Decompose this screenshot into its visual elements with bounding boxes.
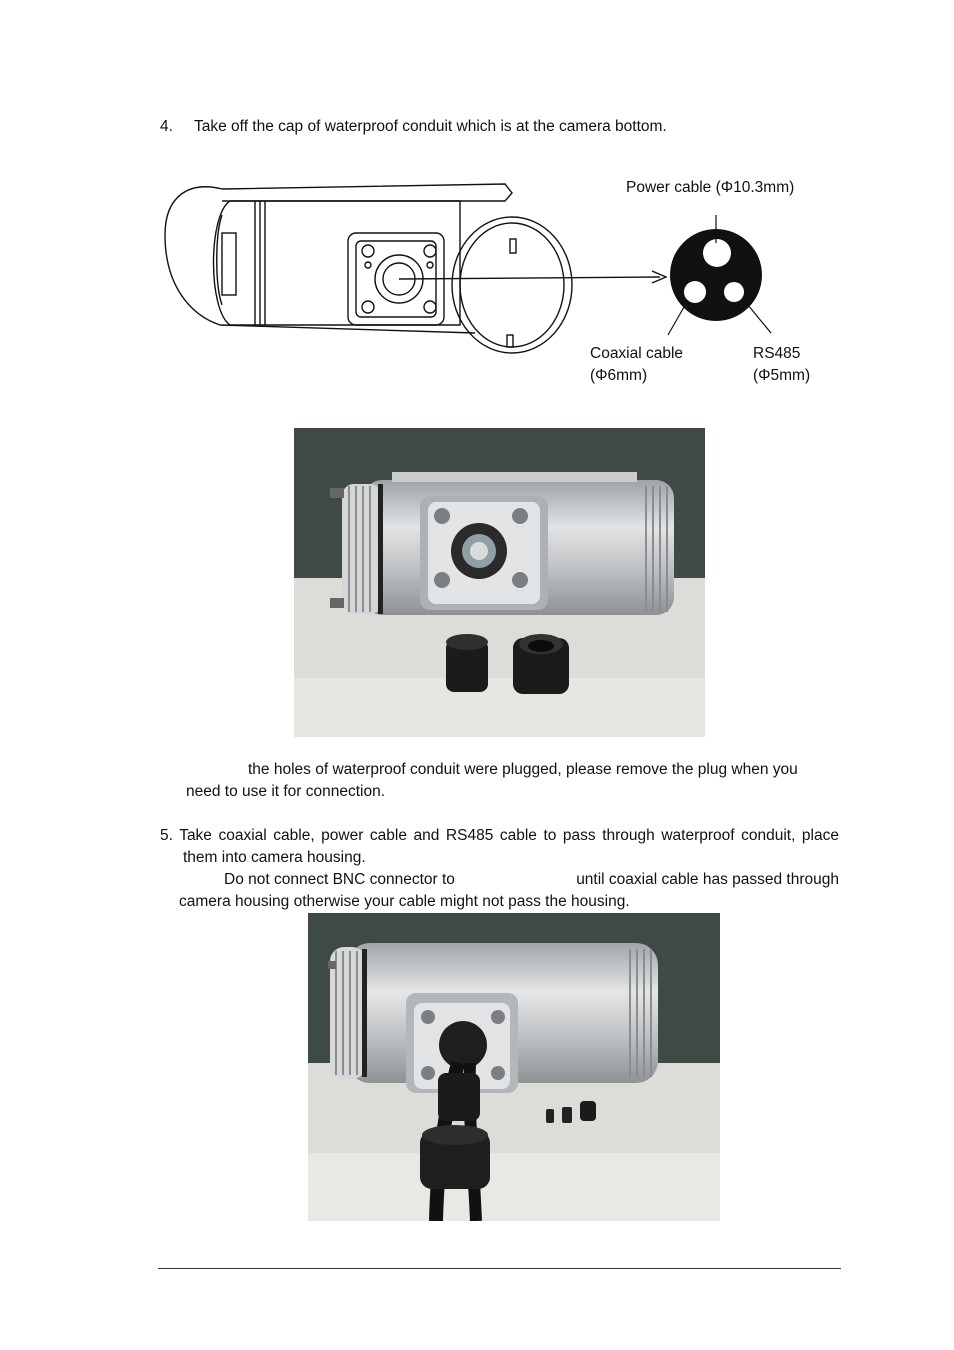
step-5-note-part-1: Do not connect BNC connector to [224,871,455,888]
coaxial-cable-size: (Φ6mm) [590,367,648,384]
camera-housing-diagram [160,175,800,375]
rs485-label: RS485 [753,345,801,362]
note-1-line-1: the holes of waterproof conduit were plugged, please remove the plug when you [248,761,798,778]
step-5-line-2: them into camera housing. [183,849,366,866]
rs485-size: (Φ5mm) [753,367,811,384]
step-5-line-1: 5. Take coaxial cable, power cable and RS485 cable to pass through waterproof conduit, place [160,827,839,844]
step-5-line-4: camera housing otherwise your cable might not pass the housing. [179,893,630,910]
note-1-line-2: need to use it for connection. [186,783,386,800]
photo-housing-with-caps [294,428,705,737]
step-5-note-part-2: until coaxial cable has passed through [576,871,839,888]
coaxial-cable-label: Coaxial cable [590,345,684,362]
footer-divider [158,1268,841,1269]
step-4-text: Take off the cap of waterproof conduit which is at the camera bottom. [194,118,667,135]
photo-cables-through-conduit [308,913,720,1221]
power-cable-label: Power cable (Φ10.3mm) [626,179,795,196]
step-number: 4. [160,118,173,135]
